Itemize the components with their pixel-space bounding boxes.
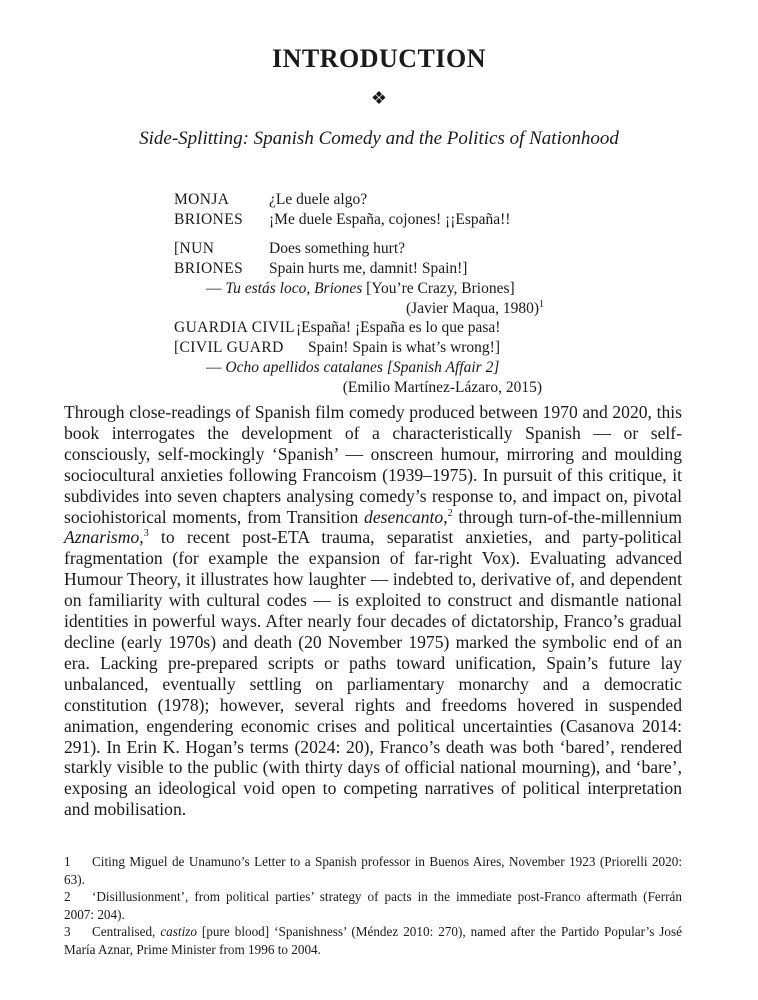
epigraph-line	[174, 210, 574, 230]
epigraph-credit: (Emilio Martínez-Lázaro, 2015)	[342, 379, 542, 396]
epigraph-source	[174, 358, 574, 378]
speaker-name: GUARDIA CIVIL	[174, 319, 296, 336]
chapter-heading: INTRODUCTION	[271, 44, 487, 73]
epigraph-line	[174, 190, 574, 210]
speaker-name: [NUN	[174, 240, 215, 257]
footnote-text: [pure blood] ‘Spanishness’ (Méndez 2010: 270), named after the Partido Popular’s José María Aznar, Prime Minister from 1996 to 2004.	[64, 924, 683, 957]
epigraph-line	[174, 259, 574, 279]
footnote-number: 3	[64, 924, 71, 939]
dialogue-text: Spain! Spain is what’s wrong!]	[308, 339, 501, 356]
body-text: to recent post-ETA trauma, separatist anxieties, and party-political fragmentation (for example the expansion of far-right Vox). Evaluating advanced Humour Theory, it illustrates how laughter — indebted to, derivative of, and dependent on familiarity with cultural codes — is exploited to construct and dismantle national identities in powerful ways. After nearly four decades of dictatorship, Franco’s gradual decline (early 1970s) and death (20 November 1975) marked the symbolic end of an era. Lacking pre-prepared scripts or paths toward unification, Spain’s future lay unbalanced, eventually settling on parliamentary monarchy and a democratic constitution (1978); however, several rights and freedoms hovered in suspended animation, engendering economic crises and political uncertainties (Casanova 2014: 291). In Erin K. Hogan’s terms (2024: 20), Franco’s death was both ‘bared’, rendered starkly visible to the public (with thirty days of official national mourning), and ‘bare’, exposing an ideological void open to competing narratives of political interpretation and mobilisation.	[64, 527, 682, 820]
speaker-name: MONJA	[174, 191, 230, 208]
speaker-name: BRIONES	[174, 260, 244, 277]
epigraph-line	[174, 239, 574, 259]
body-paragraph: Through close-readings of Spanish film comedy produced between 1970 and 2020, this book interrogates the development of a characteristically Spanish — or self-consciously, self-mockingly ‘Spanish’ — onscreen humour, mirroring and moulding sociocultural anxieties following Francoism (1939–1975). In pursuit of this critique, it subdivides into seven chapters analysing comedy’s response to, and impact on, pivotal sociohistorical moments, from Transition desencanto,$^2$ through turn-of-the-millennium Aznarismo,$^3$ to recent post-ETA trauma, separatist anxieties, and party-political fragmentation (for example the expansion of far-right Vox). Evaluating advanced Humour Theory, it illustrates how laughter — indebted to, derivative of, and dependent on familiarity with cultural codes — is exploited to construct and dismantle national identities in powerful ways. After nearly four decades of dictatorship, Franco’s gradual decline (early 1970s) and death (20 November 1975) marked the symbolic end of an era. Lacking pre-prepared scripts or paths toward unification, Spain’s future lay unbalanced, eventually settling on parliamentary monarchy and a democratic constitution (1978); however, several rights and freedoms hovered in suspended animation, engendering economic crises and political uncertainties (Casanova 2014: 291). In Erin K. Hogan’s terms (2024: 20), Franco’s death was both ‘bared’, rendered starkly visible to the public (with thirty days of official national mourning), and ‘bare’, exposing an ideological void open to competing narratives of political interpretation and mobilisation.	[64, 402, 683, 820]
film-title: Ocho apellidos catalanes [Spanish Affair 2]	[225, 359, 500, 376]
dialogue-text: Spain hurts me, damnit! Spain!]	[269, 260, 468, 277]
dialogue-text: ¿Le duele algo?	[269, 191, 368, 208]
film-title: Tu estás loco, Briones	[225, 280, 363, 297]
italic-term: desencanto	[364, 506, 444, 527]
footnote-text: Centralised,	[92, 924, 161, 939]
speaker-name: BRIONES	[174, 211, 244, 228]
dialogue-text: Does something hurt?	[269, 240, 406, 257]
body-text: through turn-of-the-millennium	[452, 506, 683, 527]
italic-term: castizo	[160, 924, 197, 939]
footnote	[64, 923, 682, 958]
footnote-mark: 2	[447, 507, 453, 519]
epigraph-guardia-civil	[174, 318, 574, 398]
epigraph-briones	[174, 190, 574, 319]
epigraph-credit	[174, 299, 544, 319]
ornament-icon: ❖	[370, 88, 388, 109]
chapter-subtitle: Side-Splitting: Spanish Comedy and the Politics of Nationhood	[139, 128, 619, 149]
dialogue-text: ¡España! ¡España es lo que pasa!	[296, 319, 501, 336]
director-year: (Javier Maqua, 1980)	[406, 300, 539, 317]
film-translation: [You’re Crazy, Briones]	[362, 280, 515, 297]
source-dash: —	[206, 280, 226, 297]
footnote-mark: 1	[539, 298, 544, 310]
dialogue-text: ¡Me duele España, cojones! ¡¡España!!	[269, 211, 511, 228]
footnote	[64, 888, 682, 923]
footnote-number: 1	[64, 854, 71, 869]
footnote-text: ‘Disillusionment’, from political parties’ strategy of pacts in the immediate post-Franco aftermath (Ferrán 2007: 204).	[64, 889, 682, 922]
speaker-name: [CIVIL GUARD	[174, 339, 284, 356]
footnote	[64, 853, 682, 888]
body-text: Through close-readings of Spanish film comedy produced between 1970 and 2020, this book interrogates the development of a characteristically Spanish — or self-consciously, self-mockingly ‘Spanish’ — onscreen humour, mirroring and moulding sociocultural anxieties following Francoism (1939–1975). In pursuit of this critique, it subdivides into seven chapters analysing comedy’s response to, and impact on, pivotal sociohistorical moments, from Transition	[64, 402, 682, 527]
footnote-text: Citing Miguel de Unamuno’s Letter to a Spanish professor in Buenos Aires, November 1923 (Priorelli 2020: 63).	[64, 854, 682, 887]
source-dash: —	[206, 359, 226, 376]
footnote-mark: 3	[143, 528, 149, 540]
footnote-number: 2	[64, 889, 71, 904]
italic-term: Aznarismo	[64, 527, 140, 548]
epigraph-line	[174, 338, 574, 358]
epigraph-line	[174, 318, 574, 338]
epigraph-source	[174, 279, 574, 299]
footnotes	[64, 853, 682, 958]
